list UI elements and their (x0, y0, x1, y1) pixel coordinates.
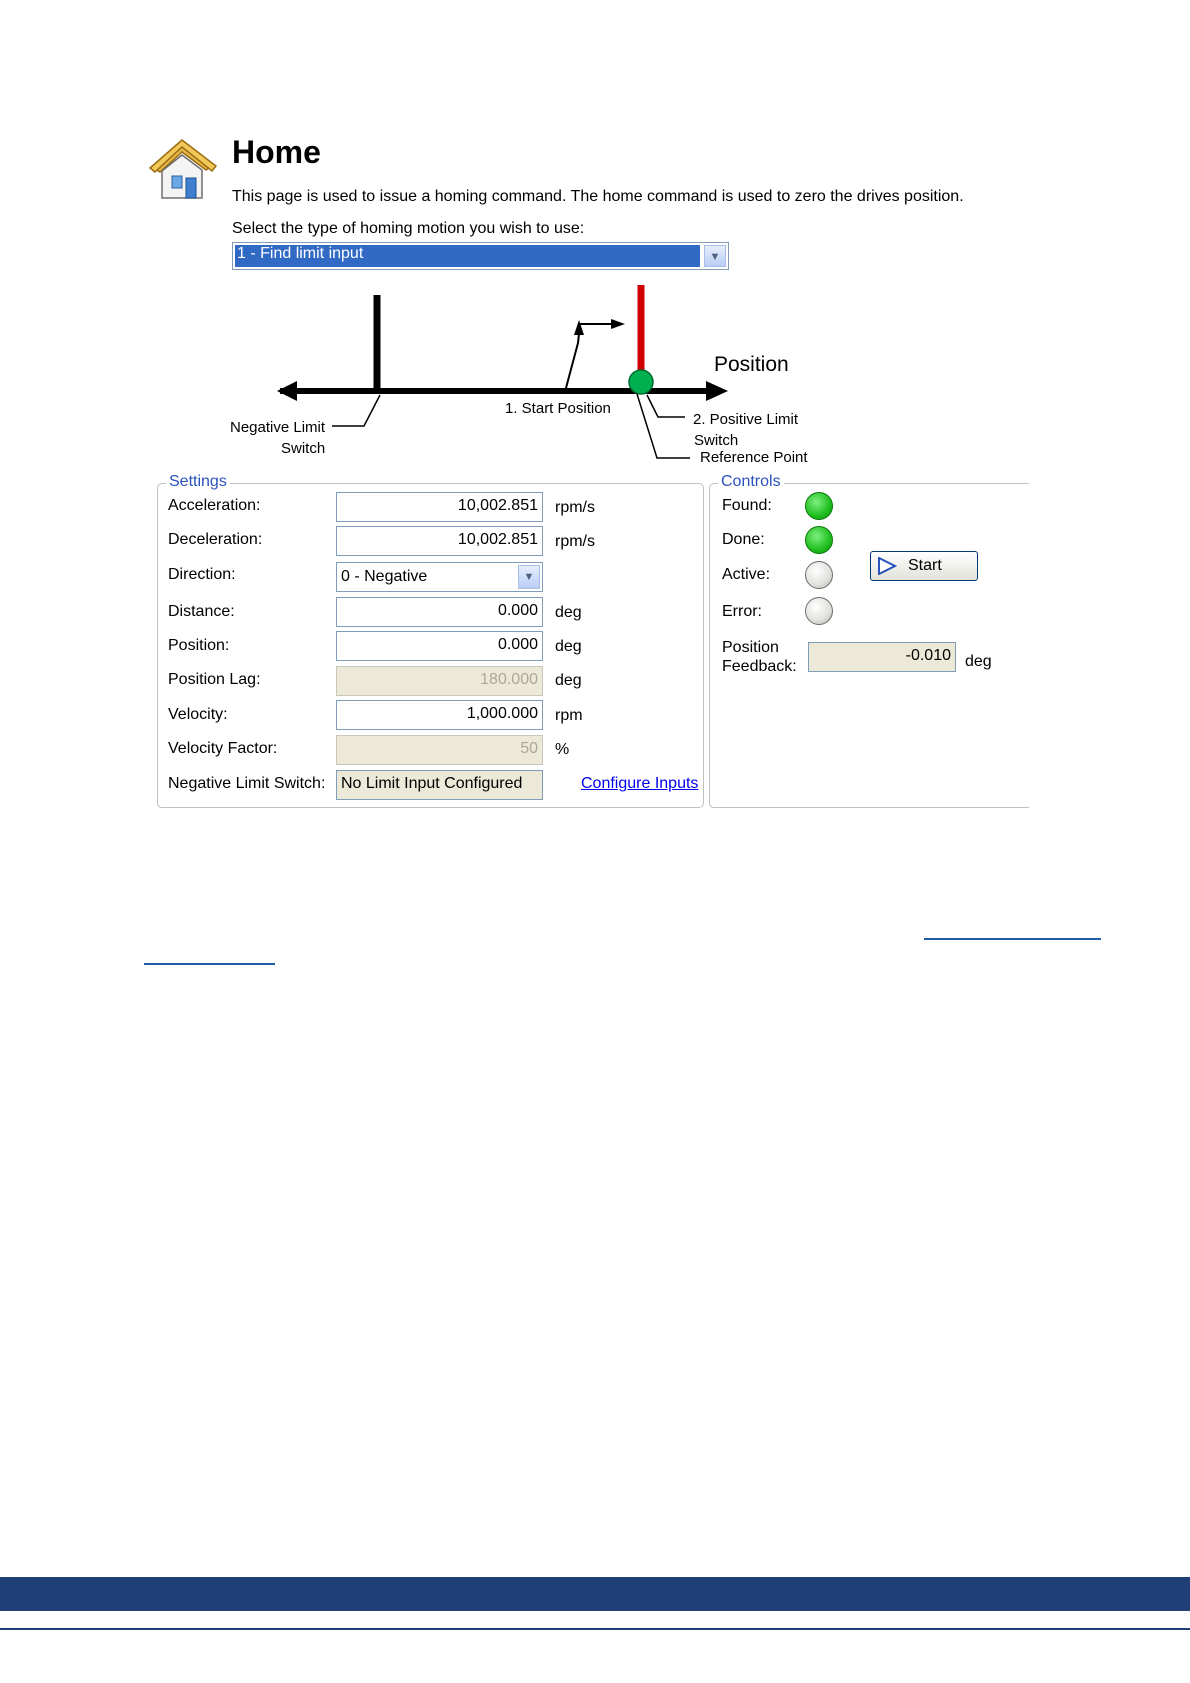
motion-arrow-up (574, 320, 584, 335)
direction-select[interactable]: 0 - Negative ▼ (336, 562, 543, 592)
velocity-unit: rpm (555, 707, 583, 724)
position-feedback-label-2: Feedback: (722, 658, 797, 675)
position-lag-unit: deg (555, 672, 582, 689)
neg-leader-line (332, 395, 380, 426)
negative-limit-label-2: Switch (281, 440, 326, 457)
found-indicator (805, 492, 833, 520)
reference-point-marker (629, 370, 653, 394)
controls-legend: Controls (718, 473, 784, 491)
done-indicator (805, 526, 833, 554)
acceleration-unit: rpm/s (555, 499, 595, 516)
direction-label: Direction: (168, 566, 236, 583)
page-title: Home (232, 134, 321, 170)
velocity-label: Velocity: (168, 706, 228, 723)
error-label: Error: (722, 603, 762, 620)
acceleration-label: Acceleration: (168, 497, 261, 514)
pos-leader-line (647, 395, 685, 417)
velocity-input[interactable]: 1,000.000 (336, 700, 543, 730)
start-position-label: 1. Start Position (505, 400, 611, 417)
home-icon (146, 138, 220, 204)
axis-arrow-right (706, 381, 728, 401)
position-lag-input: 180.000 (336, 666, 543, 696)
settings-legend: Settings (166, 473, 230, 491)
configure-inputs-link[interactable]: Configure Inputs (581, 775, 699, 792)
negative-limit-switch-label: Negative Limit Switch: (168, 775, 326, 792)
deceleration-label: Deceleration: (168, 531, 263, 548)
start-button-label: Start (908, 557, 942, 574)
position-input[interactable]: 0.000 (336, 631, 543, 661)
negative-limit-label-1: Negative Limit (230, 419, 326, 436)
deceleration-input[interactable]: 10,002.851 (336, 526, 543, 556)
error-indicator (805, 597, 833, 625)
chevron-down-icon: ▼ (518, 565, 540, 589)
positive-limit-label-2: Switch (694, 432, 739, 449)
motion-arrow-right (611, 319, 625, 329)
footer-line (0, 1628, 1190, 1630)
reference-point-label: Reference Point (700, 449, 808, 466)
positive-limit-label-1: 2. Positive Limit (693, 411, 799, 428)
start-button[interactable] (870, 551, 978, 581)
position-lag-label: Position Lag: (168, 671, 261, 688)
position-label: Position: (168, 637, 230, 654)
page-description: This page is used to issue a homing command. The home command is used to zero the drives position. (232, 188, 964, 205)
active-label: Active: (722, 566, 771, 583)
ref-leader-line (637, 394, 690, 458)
done-label: Done: (722, 531, 765, 548)
position-feedback-unit: deg (965, 653, 992, 670)
position-axis-label: Position (714, 353, 789, 376)
deceleration-unit: rpm/s (555, 533, 595, 550)
link-underline-1[interactable] (924, 938, 1101, 940)
velocity-factor-unit: % (555, 741, 570, 758)
position-feedback-field: -0.010 (808, 642, 956, 672)
motion-path (566, 324, 617, 388)
footer-band (0, 1577, 1190, 1611)
homing-mode-label: Select the type of homing motion you wish to use: (232, 220, 585, 237)
velocity-factor-input: 50 (336, 735, 543, 765)
negative-limit-switch-field: No Limit Input Configured (336, 770, 543, 800)
distance-input[interactable]: 0.000 (336, 597, 543, 627)
active-indicator (805, 561, 833, 589)
position-unit: deg (555, 638, 582, 655)
found-label: Found: (722, 497, 772, 514)
acceleration-input[interactable]: 10,002.851 (336, 492, 543, 522)
distance-label: Distance: (168, 603, 235, 620)
play-icon (877, 557, 897, 575)
homing-mode-select[interactable]: 1 - Find limit input ▼ (232, 242, 729, 270)
chevron-down-icon: ▼ (704, 245, 726, 267)
link-underline-2[interactable] (144, 963, 275, 965)
axis-arrow-left (277, 381, 297, 401)
position-feedback-label-1: Position (722, 639, 779, 656)
velocity-factor-label: Velocity Factor: (168, 740, 278, 757)
distance-unit: deg (555, 604, 582, 621)
